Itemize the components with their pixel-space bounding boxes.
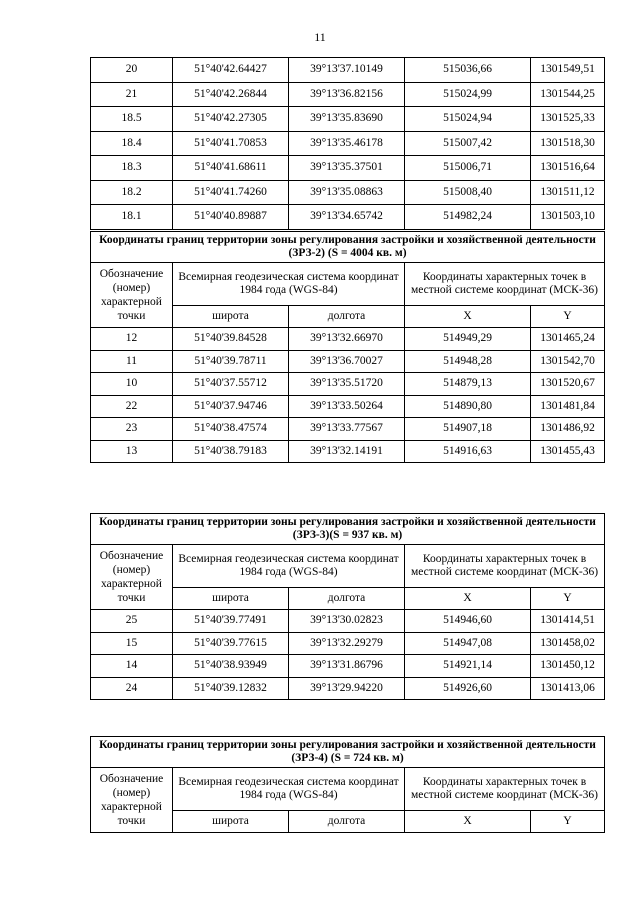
- y-coordinate: 1301465,24: [531, 328, 605, 351]
- longitude: 39°13'32.29279: [289, 632, 405, 655]
- latitude: 51°40'38.79183: [173, 440, 289, 463]
- y-coordinate: 1301544,25: [531, 82, 605, 107]
- header-msk-label: Координаты характерных точек в местной системе координат (МСК-36): [405, 545, 605, 588]
- point-number: 20: [91, 58, 173, 83]
- coordinates-table-zrz-4: [90, 736, 605, 833]
- table-row: [91, 328, 605, 351]
- table-row: [91, 131, 605, 156]
- header-point-label: Обозначение (номер) характерной точки: [91, 545, 173, 610]
- longitude: 39°13'30.02823: [289, 610, 405, 633]
- x-coordinate: 514948,28: [405, 350, 531, 373]
- table-row: [91, 205, 605, 230]
- point-number: 15: [91, 632, 173, 655]
- x-coordinate: 514946,60: [405, 610, 531, 633]
- point-number: 22: [91, 395, 173, 418]
- header-longitude: долгота: [289, 306, 405, 328]
- x-coordinate: 514916,63: [405, 440, 531, 463]
- y-coordinate: 1301525,33: [531, 107, 605, 132]
- latitude: 51°40'41.70853: [173, 131, 289, 156]
- point-number: 23: [91, 418, 173, 441]
- longitude: 39°13'34.65742: [289, 205, 405, 230]
- y-coordinate: 1301450,12: [531, 655, 605, 678]
- point-number: 18.2: [91, 180, 173, 205]
- point-number: 12: [91, 328, 173, 351]
- header-y: Y: [531, 811, 605, 833]
- header-latitude: широта: [173, 811, 289, 833]
- y-coordinate: 1301413,06: [531, 677, 605, 700]
- x-coordinate: 514879,13: [405, 373, 531, 396]
- point-number: 13: [91, 440, 173, 463]
- latitude: 51°40'39.77615: [173, 632, 289, 655]
- y-coordinate: 1301486,92: [531, 418, 605, 441]
- y-coordinate: 1301503,10: [531, 205, 605, 230]
- latitude: 51°40'41.68611: [173, 156, 289, 181]
- point-number: 18.1: [91, 205, 173, 230]
- table-row: [91, 632, 605, 655]
- x-coordinate: 515024,94: [405, 107, 531, 132]
- latitude: 51°40'39.78711: [173, 350, 289, 373]
- table-title: Координаты границ территории зоны регулирования застройки и хозяйственной деятельности (ЗРЗ-4) (S = 724 кв. м): [91, 737, 605, 768]
- y-coordinate: 1301511,12: [531, 180, 605, 205]
- longitude: 39°13'35.08863: [289, 180, 405, 205]
- point-number: 21: [91, 82, 173, 107]
- longitude: 39°13'37.10149: [289, 58, 405, 83]
- latitude: 51°40'38.93949: [173, 655, 289, 678]
- longitude: 39°13'35.83690: [289, 107, 405, 132]
- header-longitude: долгота: [289, 811, 405, 833]
- header-wgs-label: Всемирная геодезическая система координат 1984 года (WGS-84): [173, 263, 405, 306]
- x-coordinate: 514890,80: [405, 395, 531, 418]
- longitude: 39°13'33.77567: [289, 418, 405, 441]
- x-coordinate: 515024,99: [405, 82, 531, 107]
- latitude: 51°40'42.64427: [173, 58, 289, 83]
- x-coordinate: 514907,18: [405, 418, 531, 441]
- latitude: 51°40'42.27305: [173, 107, 289, 132]
- table-row: [91, 107, 605, 132]
- coordinates-table-zrz-3: [90, 513, 605, 700]
- latitude: 51°40'39.77491: [173, 610, 289, 633]
- x-coordinate: 515008,40: [405, 180, 531, 205]
- coordinates-table-continued: [90, 57, 605, 230]
- x-coordinate: 514947,08: [405, 632, 531, 655]
- x-coordinate: 514949,29: [405, 328, 531, 351]
- header-y: Y: [531, 588, 605, 610]
- table-row: [91, 58, 605, 83]
- latitude: 51°40'41.74260: [173, 180, 289, 205]
- longitude: 39°13'35.37501: [289, 156, 405, 181]
- y-coordinate: 1301549,51: [531, 58, 605, 83]
- table-row: [91, 655, 605, 678]
- header-latitude: широта: [173, 588, 289, 610]
- table-row: [91, 350, 605, 373]
- y-coordinate: 1301414,51: [531, 610, 605, 633]
- longitude: 39°13'36.82156: [289, 82, 405, 107]
- longitude: 39°13'32.66970: [289, 328, 405, 351]
- table-title: Координаты границ территории зоны регулирования застройки и хозяйственной деятельности (ЗРЗ-2) (S = 4004 кв. м): [91, 232, 605, 263]
- longitude: 39°13'31.86796: [289, 655, 405, 678]
- point-number: 24: [91, 677, 173, 700]
- point-number: 11: [91, 350, 173, 373]
- longitude: 39°13'35.46178: [289, 131, 405, 156]
- longitude: 39°13'32.14191: [289, 440, 405, 463]
- table-row: [91, 82, 605, 107]
- point-number: 25: [91, 610, 173, 633]
- x-coordinate: 515007,42: [405, 131, 531, 156]
- table-row: [91, 180, 605, 205]
- longitude: 39°13'35.51720: [289, 373, 405, 396]
- latitude: 51°40'39.12832: [173, 677, 289, 700]
- header-msk-label: Координаты характерных точек в местной системе координат (МСК-36): [405, 263, 605, 306]
- point-number: 18.4: [91, 131, 173, 156]
- point-number: 14: [91, 655, 173, 678]
- point-number: 18.5: [91, 107, 173, 132]
- y-coordinate: 1301516,64: [531, 156, 605, 181]
- header-longitude: долгота: [289, 588, 405, 610]
- latitude: 51°40'38.47574: [173, 418, 289, 441]
- latitude: 51°40'37.55712: [173, 373, 289, 396]
- header-wgs-label: Всемирная геодезическая система координат 1984 года (WGS-84): [173, 545, 405, 588]
- x-coordinate: 514982,24: [405, 205, 531, 230]
- latitude: 51°40'37.94746: [173, 395, 289, 418]
- table-row: [91, 156, 605, 181]
- table-row: [91, 610, 605, 633]
- y-coordinate: 1301481,84: [531, 395, 605, 418]
- x-coordinate: 514921,14: [405, 655, 531, 678]
- y-coordinate: 1301455,43: [531, 440, 605, 463]
- latitude: 51°40'42.26844: [173, 82, 289, 107]
- header-wgs-label: Всемирная геодезическая система координат 1984 года (WGS-84): [173, 768, 405, 811]
- coordinates-table-zrz-2: [90, 231, 605, 463]
- table-row: [91, 418, 605, 441]
- header-latitude: широта: [173, 306, 289, 328]
- header-x: X: [405, 811, 531, 833]
- header-msk-label: Координаты характерных точек в местной системе координат (МСК-36): [405, 768, 605, 811]
- y-coordinate: 1301518,30: [531, 131, 605, 156]
- header-point-label: Обозначение (номер) характерной точки: [91, 768, 173, 833]
- longitude: 39°13'29.94220: [289, 677, 405, 700]
- latitude: 51°40'40.89887: [173, 205, 289, 230]
- point-number: 10: [91, 373, 173, 396]
- header-x: X: [405, 306, 531, 328]
- table-row: [91, 373, 605, 396]
- x-coordinate: 515036,66: [405, 58, 531, 83]
- longitude: 39°13'36.70027: [289, 350, 405, 373]
- table-row: [91, 395, 605, 418]
- header-point-label: Обозначение (номер) характерной точки: [91, 263, 173, 328]
- table-row: [91, 677, 605, 700]
- header-y: Y: [531, 306, 605, 328]
- longitude: 39°13'33.50264: [289, 395, 405, 418]
- y-coordinate: 1301542,70: [531, 350, 605, 373]
- point-number: 18.3: [91, 156, 173, 181]
- page-number: 11: [314, 30, 326, 44]
- table-row: [91, 440, 605, 463]
- latitude: 51°40'39.84528: [173, 328, 289, 351]
- header-x: X: [405, 588, 531, 610]
- x-coordinate: 515006,71: [405, 156, 531, 181]
- y-coordinate: 1301458,02: [531, 632, 605, 655]
- y-coordinate: 1301520,67: [531, 373, 605, 396]
- table-title: Координаты границ территории зоны регулирования застройки и хозяйственной деятельности (ЗРЗ-3)(S = 937 кв. м): [91, 514, 605, 545]
- x-coordinate: 514926,60: [405, 677, 531, 700]
